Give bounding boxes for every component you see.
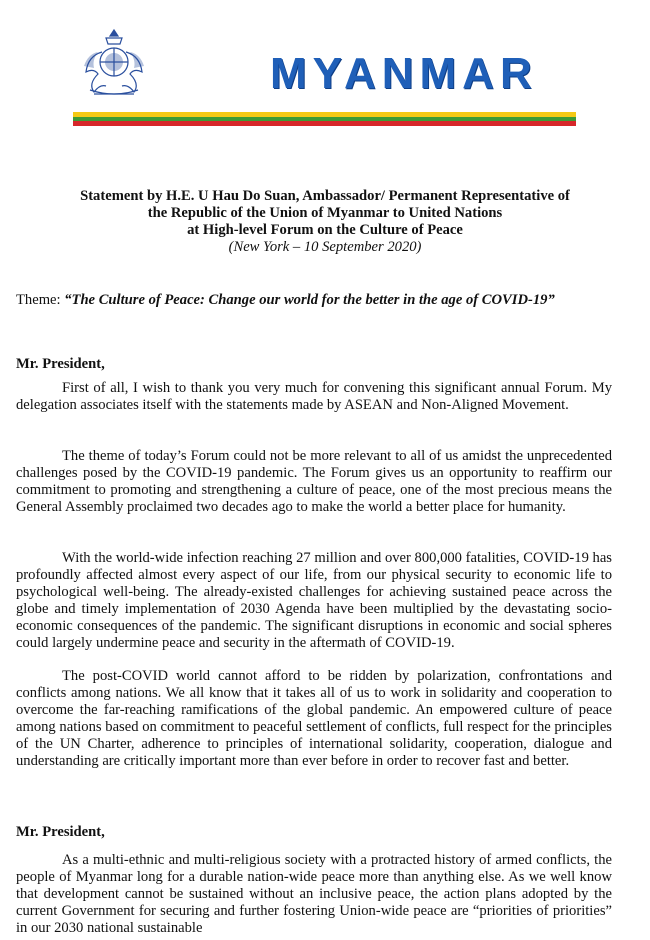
country-name: MYANMAR	[270, 49, 538, 98]
paragraph: As a multi-ethnic and multi-religious society with a protracted history of armed conflicts, the people of Myanmar long for a durable nation-wide peace more than anything else. As we well know that development cannot be sustained without an inclusive peace, the action plans adopted by the current Government for securing and further fostering Union-wide peace are “priorities of priorities” in our 2030 national sustainable	[16, 852, 612, 936]
title-line-1: Statement by H.E. U Hau Do Suan, Ambassador/ Permanent Representative of	[80, 188, 570, 204]
theme-line	[16, 292, 636, 309]
theme-text: “The Culture of Peace: Change our world for the better in the age of COVID-19”	[64, 292, 555, 308]
letterhead	[0, 0, 650, 140]
paragraph: The post-COVID world cannot afford to be ridden by polarization, confrontations and conflicts among nations. We all know that it takes all of us to work in solidarity and cooperation to overcome the far-reaching ramifications of the global pandemic. An empowered culture of peace among nations based on commitment to peaceful settlement of conflicts, full respect for the principles of the UN Charter, adherence to principles of international solidarity, cooperation, dialogue and understanding are critically important more than ever before in order to recover fast and better.	[16, 668, 612, 769]
paragraph: First of all, I wish to thank you very much for convening this significant annual Forum. My delegation associates itself with the statements made by ASEAN and Non-Aligned Movement.	[16, 380, 612, 413]
salutation: Mr. President,	[16, 356, 105, 372]
title-line-3: at High-level Forum on the Culture of Peace	[187, 222, 463, 238]
statement-title	[0, 188, 650, 256]
salutation: Mr. President,	[16, 824, 105, 840]
theme-label: Theme:	[16, 292, 65, 308]
title-date-line: (New York – 10 September 2020)	[228, 239, 422, 255]
paragraph: The theme of today’s Forum could not be more relevant to all of us amidst the unprecedented challenges posed by the COVID-19 pandemic. The Forum gives us an opportunity to reaffirm our commitment to promoting and strengthening a culture of peace, one of the most precious means the General Assembly proclaimed two decades ago to make the world a better place for humanity.	[16, 448, 612, 515]
flag-stripe-red	[73, 121, 576, 126]
state-seal-icon	[76, 26, 152, 98]
flag-stripe	[73, 112, 576, 126]
paragraph: With the world-wide infection reaching 27 million and over 800,000 fatalities, COVID-19 has profoundly affected almost every aspect of our life, from our physical security to economic life to psychological well-being. The already-existed challenges for achieving sustained peace across the globe and timely implementation of 2030 Agenda have been multiplied by the devastating socio-economic consequences of the pandemic. The significant disruptions in economic and social spheres could largely undermine peace and security in the aftermath of COVID-19.	[16, 550, 612, 651]
title-line-2: the Republic of the Union of Myanmar to United Nations	[147, 205, 503, 221]
